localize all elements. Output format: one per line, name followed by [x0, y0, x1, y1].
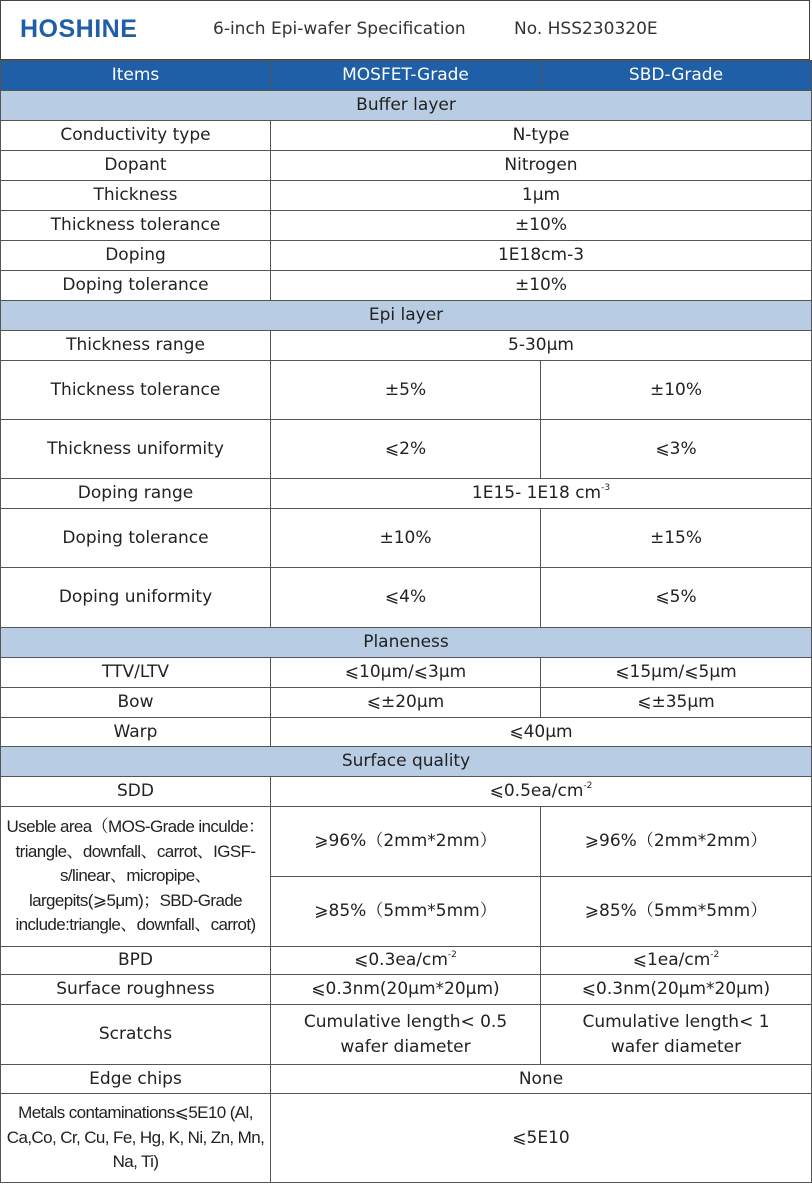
row-label: Useble area（MOS-Grade inculde：triangle、downfall、carrot、IGSF-s/linear、micropipe、largepits(⩾5μm)；SBD-Grade include:triangle、downfall、carrot): [1, 807, 271, 947]
mosfet-value: Cumulative length< 0.5 wafer diameter: [271, 1005, 541, 1065]
table-row: [1, 658, 812, 688]
table-row: [1, 688, 812, 718]
row-label: Thickness range: [1, 331, 271, 361]
row-label: Dopant: [1, 151, 271, 181]
col-items: Items: [1, 61, 271, 91]
row-label: Doping range: [1, 479, 271, 509]
sbd-value: Cumulative length< 1 wafer diameter: [541, 1005, 812, 1065]
section-epi: Epi layer: [1, 301, 812, 331]
mosfet-value: [271, 947, 541, 975]
row-label: Doping tolerance: [1, 271, 271, 301]
row-label: Conductivity type: [1, 121, 271, 151]
section-planeness: Planeness: [1, 628, 812, 658]
table-row: [1, 211, 812, 241]
row-label: Thickness: [1, 181, 271, 211]
table-row: [1, 420, 812, 479]
mosfet-value: ⩾85%（5mm*5mm）: [271, 877, 541, 947]
row-label: Scratchs: [1, 1005, 271, 1065]
row-label: Surface roughness: [1, 975, 271, 1005]
row-value: [271, 777, 812, 807]
table-row: [1, 947, 812, 975]
table-row: [1, 271, 812, 301]
document-title: 6-inch Epi-wafer Specification: [213, 19, 466, 39]
table-row: [1, 241, 812, 271]
row-value: ±10%: [271, 211, 812, 241]
row-label: Thickness tolerance: [1, 361, 271, 420]
table-row: [1, 1065, 812, 1094]
row-value: ±10%: [271, 271, 812, 301]
sdd-exponent: -2: [583, 781, 593, 792]
row-value: [271, 479, 812, 509]
row-label: Doping uniformity: [1, 568, 271, 628]
table-row: [1, 479, 812, 509]
table-row: [1, 121, 812, 151]
row-value: 1E18cm-3: [271, 241, 812, 271]
table-row: [1, 777, 812, 807]
sdd-value: ⩽0.5ea/cm: [489, 781, 584, 802]
row-label: Warp: [1, 718, 271, 747]
table-row: [1, 151, 812, 181]
row-label: BPD: [1, 947, 271, 975]
mosfet-value: ⩽4%: [271, 568, 541, 628]
doping-range-exponent: -3: [601, 483, 611, 494]
section-row: [1, 301, 812, 331]
row-label: Metals contaminations⩽5E10 (Al, Ca,Co, Cr, Cu, Fe, Hg, K, Ni, Zn, Mn, Na, Ti): [1, 1094, 271, 1183]
table-row: [1, 1005, 812, 1065]
row-label: TTV/LTV: [1, 658, 271, 688]
mosfet-value: ⩽10μm/⩽3μm: [271, 658, 541, 688]
section-row: [1, 628, 812, 658]
table-row: [1, 718, 812, 747]
section-surface: Surface quality: [1, 747, 812, 777]
doping-range-value: 1E15- 1E18 cm: [471, 483, 602, 504]
mosfet-value: ±10%: [271, 509, 541, 568]
section-buffer: Buffer layer: [1, 91, 812, 121]
table-row: [1, 331, 812, 361]
row-value: ⩽5E10: [271, 1094, 812, 1183]
sbd-value: ±10%: [541, 361, 812, 420]
header: [0, 0, 810, 60]
col-mosfet: MOSFET-Grade: [271, 61, 541, 91]
bpd-sbd-value: ⩽1ea/cm: [632, 950, 711, 971]
row-label: Thickness tolerance: [1, 211, 271, 241]
row-label: Doping tolerance: [1, 509, 271, 568]
row-label: Bow: [1, 688, 271, 718]
row-value: ⩽40μm: [271, 718, 812, 747]
company-logo: HOSHINE: [20, 15, 138, 43]
mosfet-value: ⩽2%: [271, 420, 541, 479]
bpd-mosfet-exponent: -2: [447, 950, 457, 961]
col-sbd: SBD-Grade: [541, 61, 812, 91]
row-value: N-type: [271, 121, 812, 151]
section-row: [1, 91, 812, 121]
sbd-value: ⩽±35μm: [541, 688, 812, 718]
mosfet-value: ⩽±20μm: [271, 688, 541, 718]
row-value: None: [271, 1065, 812, 1094]
table-row: [1, 807, 812, 877]
mosfet-value: ⩽0.3nm(20μm*20μm): [271, 975, 541, 1005]
sbd-value: ⩽3%: [541, 420, 812, 479]
spec-table: [0, 60, 812, 1183]
section-row: [1, 747, 812, 777]
table-row: [1, 361, 812, 420]
sbd-value: ⩾85%（5mm*5mm）: [541, 877, 812, 947]
table-row: [1, 975, 812, 1005]
column-header-row: [1, 61, 812, 91]
document-number: No. HSS230320E: [514, 19, 658, 39]
sbd-value: [541, 947, 812, 975]
row-label: Thickness uniformity: [1, 420, 271, 479]
bpd-mosfet-value: ⩽0.3ea/cm: [354, 950, 448, 971]
sbd-value: ±15%: [541, 509, 812, 568]
row-label: Doping: [1, 241, 271, 271]
sbd-value: ⩽0.3nm(20μm*20μm): [541, 975, 812, 1005]
mosfet-value: ⩾96%（2mm*2mm）: [271, 807, 541, 877]
table-row: [1, 181, 812, 211]
table-row: [1, 568, 812, 628]
row-label: Edge chips: [1, 1065, 271, 1094]
table-row: [1, 509, 812, 568]
sbd-value: ⩽5%: [541, 568, 812, 628]
mosfet-value: ±5%: [271, 361, 541, 420]
row-label: SDD: [1, 777, 271, 807]
sbd-value: ⩽15μm/⩽5μm: [541, 658, 812, 688]
table-row: [1, 1094, 812, 1183]
bpd-sbd-exponent: -2: [710, 950, 720, 961]
sbd-value: ⩾96%（2mm*2mm）: [541, 807, 812, 877]
row-value: Nitrogen: [271, 151, 812, 181]
row-value: 1μm: [271, 181, 812, 211]
row-value: 5-30μm: [271, 331, 812, 361]
